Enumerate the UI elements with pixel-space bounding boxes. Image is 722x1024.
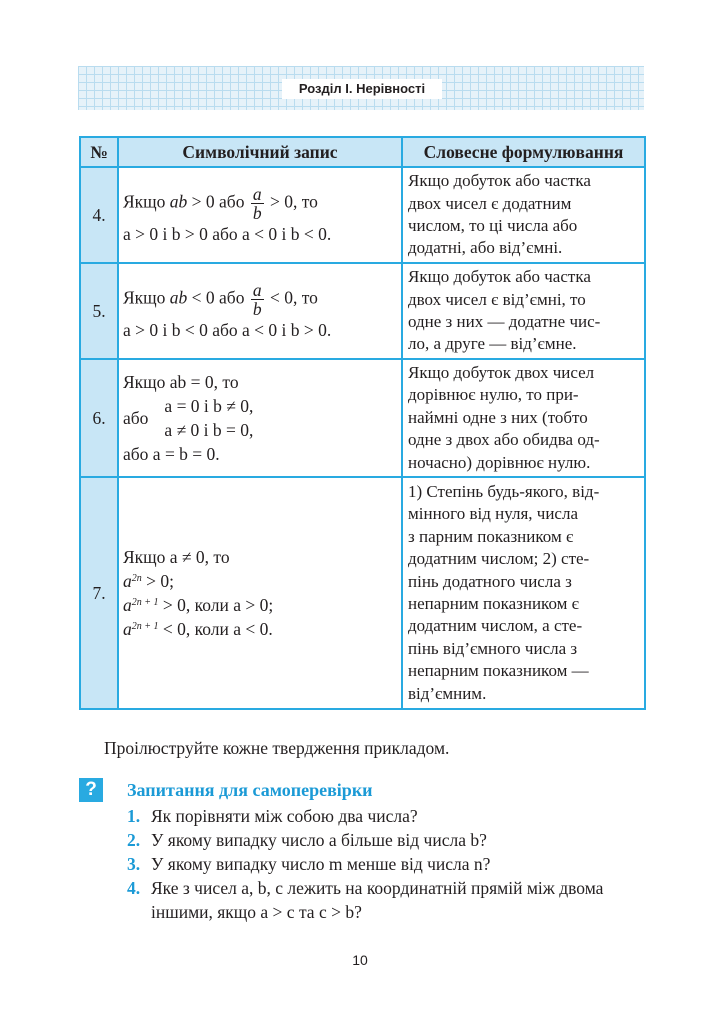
self-check-title: Запитання для самоперевірки	[127, 780, 373, 800]
table-header-row	[80, 137, 645, 167]
list-item: 1. Як порівняти між собою два числа?	[127, 806, 418, 826]
table-row	[80, 359, 645, 477]
symbolic-line: Якщо ab = 0, то	[123, 372, 239, 393]
symbolic-cell	[118, 263, 402, 359]
rules-table	[79, 136, 646, 710]
symbolic-line: $a^{2n + 1} < 0$, коли a < 0.	[123, 619, 273, 640]
header-verbal: Словесне формулювання	[402, 137, 645, 167]
verbal-cell: Якщо добуток або частка двох чисел є від’ємні, то одне з них — додатне чис- ло, а друге — від’ємне.	[402, 263, 645, 359]
header-symbolic: Символічний запис	[118, 137, 402, 167]
symbolic-line: $a^{2n} > 0$;	[123, 571, 174, 592]
list-item: 3. У якому випадку число m менше від числа n?	[127, 854, 491, 874]
row-number: 4.	[80, 167, 118, 263]
row-number: 6.	[80, 359, 118, 477]
verbal-cell: Якщо добуток або частка двох чисел є додатним числом, то ці числа або додатні, або від’ємні.	[402, 167, 645, 263]
symbolic-line: a > 0 і b > 0 або a < 0 і b < 0.	[123, 223, 332, 244]
symbolic-line: a > 0 і b < 0 або a < 0 і b > 0.	[123, 319, 332, 340]
table-row	[80, 167, 645, 263]
self-check-questions	[127, 804, 647, 924]
list-item: 4. Яке з чисел a, b, c лежить на координатній прямій між двома іншими, якщо a > c та c > b?	[127, 878, 604, 922]
illustrate-instruction: Проілюструйте кожне твердження прикладом.	[104, 738, 450, 758]
symbolic-line: $a^{2n + 1} > 0$, коли a > 0;	[123, 595, 274, 616]
symbolic-cell	[118, 359, 402, 477]
row-number: 5.	[80, 263, 118, 359]
symbolic-line: Якщо ab < 0 або $\frac{a}{b}$ < 0, то	[123, 279, 318, 319]
or-block: або a = 0 і b ≠ 0, a ≠ 0 і b = 0,	[123, 396, 254, 441]
table-row	[80, 263, 645, 359]
symbolic-line: Якщо ab > 0 або $\frac{a}{b}$ > 0, то	[123, 183, 318, 223]
fraction: $\frac{a}{b}$	[252, 183, 262, 223]
section-title: Розділ І. Нерівності	[282, 79, 442, 99]
table-row	[80, 477, 645, 709]
symbolic-line: або a = b = 0.	[123, 444, 220, 465]
header-number: №	[80, 137, 118, 167]
symbolic-cell	[118, 167, 402, 263]
symbolic-cell	[118, 477, 402, 709]
verbal-cell: Якщо добуток двох чисел дорівнює нулю, то при- наймні одне з них (тобто одне з двох або обидва од- ночасно) дорівнює нулю.	[402, 359, 645, 477]
verbal-cell: 1) Степінь будь-якого, від- мінного від нуля, числа з парним показником є додатним числом; 2) сте- пінь додатного числа з непарним показником є додатним числом, а сте- пінь від’ємного числа з непарним показником — від’ємним.	[402, 477, 645, 709]
list-item: 2. У якому випадку число a більше від числа b?	[127, 830, 487, 850]
fraction: $\frac{a}{b}$	[252, 279, 262, 319]
question-mark-icon: ?	[79, 778, 103, 802]
page-number: 10	[352, 952, 368, 968]
symbolic-line: Якщо a ≠ 0, то	[123, 547, 230, 568]
row-number: 7.	[80, 477, 118, 709]
